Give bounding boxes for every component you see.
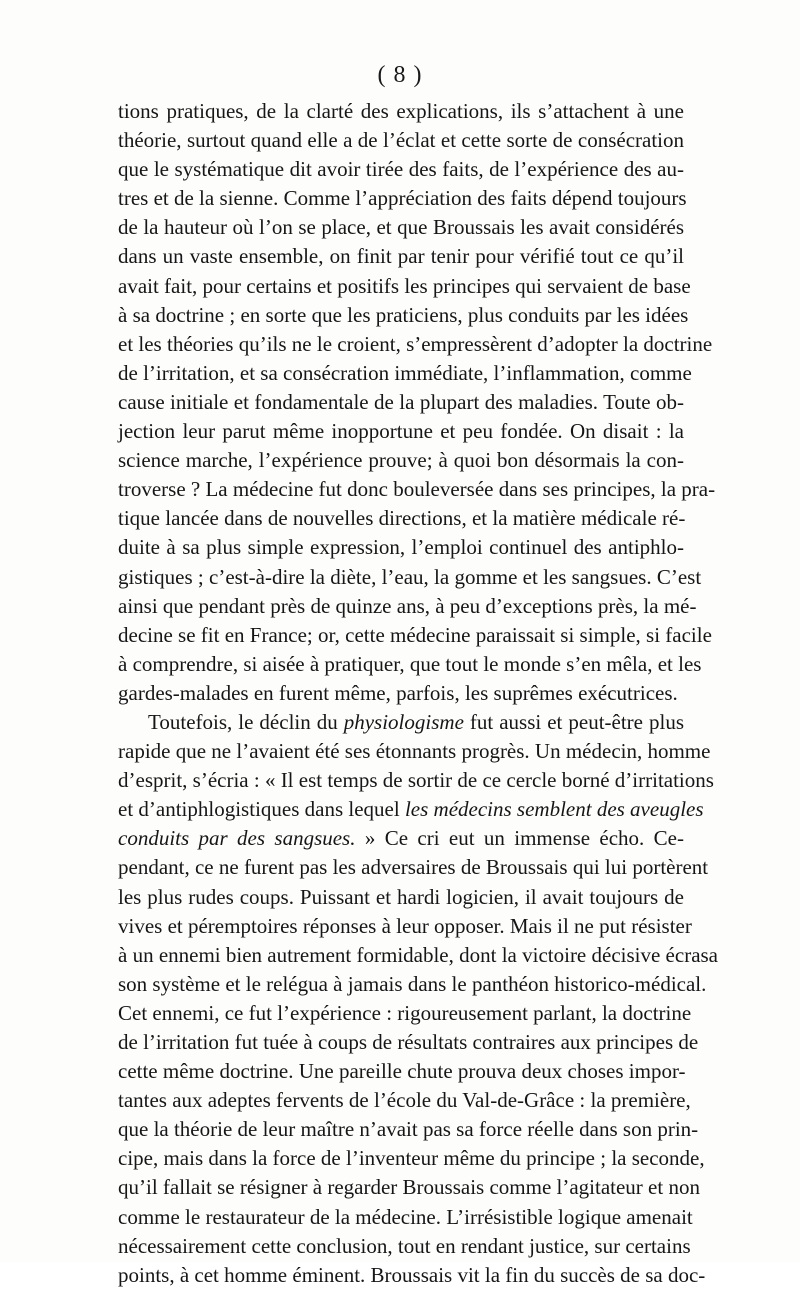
text-line: gistiques ; c’est-à-dire la diète, l’eau, la gomme et les sangsues. C’est	[118, 564, 702, 589]
text-line: les plus rudes coups. Puissant et hardi logicien, il avait toujours de	[118, 884, 684, 909]
text-line: rapide que ne l’avaient été ses étonnants progrès. Un médecin, homme	[118, 739, 711, 764]
text-line: son système et le relégua à jamais dans le panthéon historico-médical.	[118, 971, 707, 996]
line-text: fut aussi et peut-être plus	[463, 709, 684, 734]
text-line: de l’irritation fut tuée à coups de résultats contraires aux principes de	[118, 1030, 699, 1054]
text-line	[118, 824, 684, 853]
text-line: decine se fit en France; or, cette médecine paraissait si simple, si facile	[118, 622, 712, 647]
text-line: à un ennemi bien autrement formidable, dont la victoire décisive écrasa	[118, 942, 719, 967]
text-line: de l’irritation, et sa consécration immédiate, l’inflammation, comme	[118, 360, 692, 385]
text-line: d’esprit, s’écria : « Il est temps de sortir de ce cercle borné d’irritations	[118, 768, 714, 793]
text-line: tique lancée dans de nouvelles directions, et la matière médicale ré-	[118, 506, 686, 531]
text-line: tions pratiques, de la clarté des explications, ils s’attachent à une	[118, 99, 684, 123]
line-text: et d’antiphlogistiques dans lequel	[118, 797, 405, 822]
text-line: points, à cet homme éminent. Broussais vit la fin du succès de sa doc-	[118, 1262, 706, 1287]
line-text: Toutefois, le déclin du	[148, 709, 344, 734]
text-line: nécessairement cette conclusion, tout en rendant justice, sur certains	[118, 1233, 691, 1258]
text-line: que la théorie de leur maître n’avait pas sa force réelle dans son prin-	[118, 1117, 699, 1142]
text-line: cause initiale et fondamentale de la plupart des maladies. Toute ob-	[118, 389, 684, 414]
text-line: de la hauteur où l’on se place, et que Broussais les avait considérés	[118, 215, 684, 240]
italic-quote: conduits par des sangsues.	[118, 826, 356, 851]
text-line: tres et de la sienne. Comme l’appréciation des faits dépend toujours	[118, 186, 687, 211]
paragraph-start-line	[118, 708, 684, 737]
text-line: à sa doctrine ; en sorte que les praticiens, plus conduits par les idées	[118, 302, 689, 327]
text-line: cette même doctrine. Une pareille chute prouva deux choses impor-	[118, 1059, 686, 1084]
italic-quote: les médecins semblent des aveugles	[404, 797, 704, 822]
page-number: ( 8 )	[377, 62, 423, 88]
text-line: avait fait, pour certains et positifs les principes qui servaient de base	[118, 273, 691, 298]
text-line: science marche, l’expérience prouve; à quoi bon désormais la con-	[118, 448, 684, 473]
text-line: pendant, ce ne furent pas les adversaires de Broussais qui lui portèrent	[118, 855, 709, 880]
text-line: à comprendre, si aisée à pratiquer, que tout le monde s’en mêla, et les	[118, 651, 702, 676]
italic-term: physiologisme	[343, 709, 464, 734]
text-line: et les théories qu’ils ne le croient, s’empressèrent d’adopter la doctrine	[118, 331, 713, 356]
text-line: qu’il fallait se résigner à regarder Broussais comme l’agitateur et non	[118, 1175, 700, 1200]
text-line: ainsi que pendant près de quinze ans, à peu d’exceptions près, la mé-	[118, 593, 697, 618]
text-line: duite à sa plus simple expression, l’emploi continuel des antiphlo-	[118, 535, 684, 560]
line-text: » Ce cri eut un immense écho. Ce-	[355, 826, 684, 851]
body-text	[118, 97, 719, 1290]
text-line: jection leur parut même inopportune et peu fondée. On disait : la	[118, 419, 684, 444]
text-line: théorie, surtout quand elle a de l’éclat et cette sorte de consécration	[118, 128, 684, 153]
text-line	[118, 795, 704, 824]
text-line: Cet ennemi, ce fut l’expérience : rigoureusement parlant, la doctrine	[118, 1000, 692, 1025]
text-line: cipe, mais dans la force de l’inventeur même du principe ; la seconde,	[118, 1146, 705, 1171]
paragraph-end-line: gardes-malades en furent même, parfois, les suprêmes exécutrices.	[118, 680, 678, 705]
text-line: tantes aux adeptes fervents de l’école du Val-de-Grâce : la première,	[118, 1088, 691, 1113]
text-line: dans un vaste ensemble, on finit par tenir pour vérifié tout ce qu’il	[118, 244, 684, 269]
text-line: troverse ? La médecine fut donc bouleversée dans ses principes, la pra-	[118, 477, 716, 502]
text-line: comme le restaurateur de la médecine. L’irrésistible logique amenait	[118, 1204, 693, 1229]
text-line: que le systématique dit avoir tirée des faits, de l’expérience des au-	[118, 157, 684, 182]
text-line: vives et péremptoires réponses à leur opposer. Mais il ne put résister	[118, 913, 692, 938]
